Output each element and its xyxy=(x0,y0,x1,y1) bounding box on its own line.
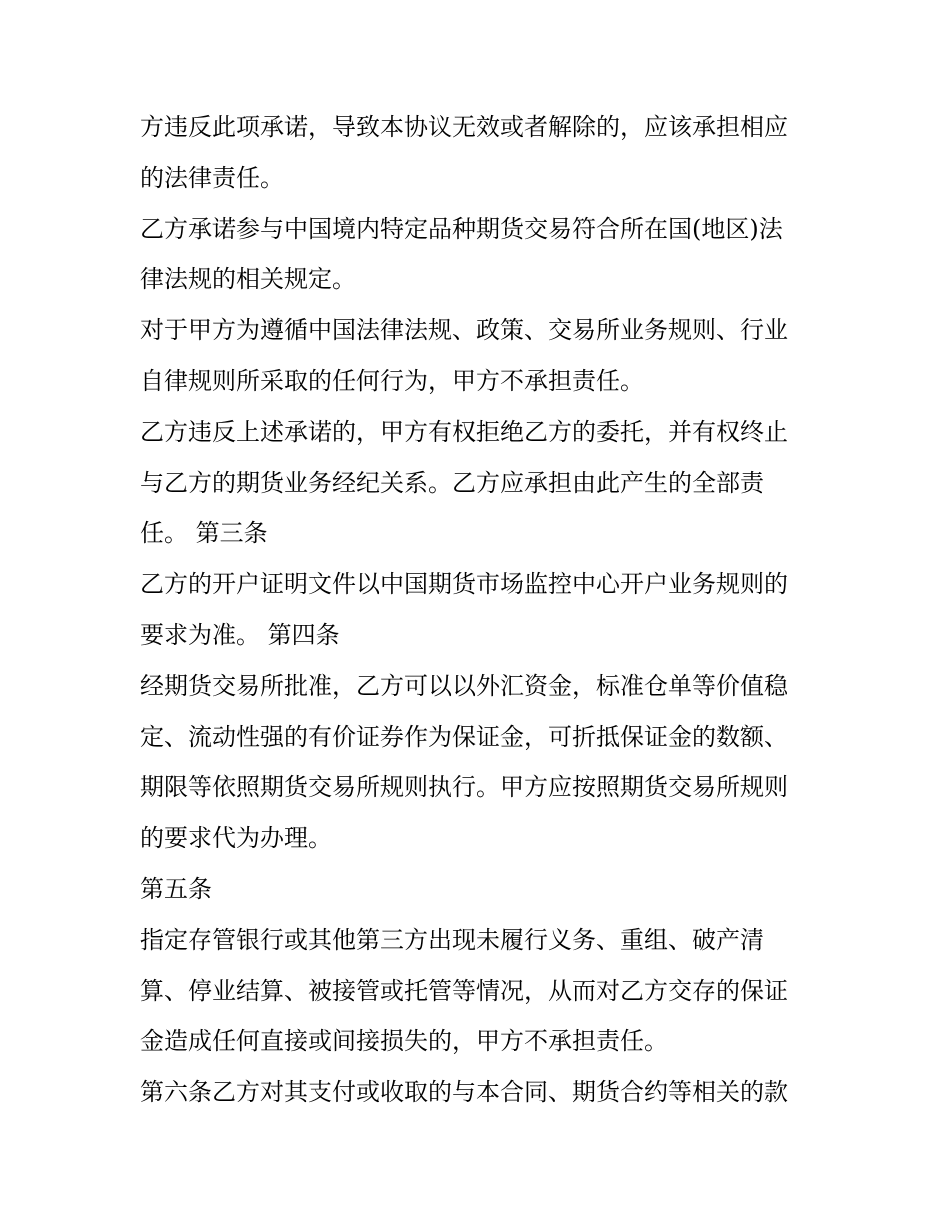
text-line: 方违反此项承诺，导致本协议无效或者解除的，应该承担相应 xyxy=(140,113,788,141)
text-line: 乙方的开户证明文件以中国期货市场监控中心开户业务规则的 xyxy=(140,570,788,599)
text-line: 指定存管银行或其他第三方出现未履行义务、重组、破产清 xyxy=(140,925,764,954)
text-line: 期限等依照期货交易所规则执行。甲方应按照期货交易所规则 xyxy=(140,773,788,802)
text-line: 要求为准。 第四条 xyxy=(140,620,340,649)
text-line: 定、流动性强的有价证券作为保证金，可折抵保证金的数额、 xyxy=(140,722,788,751)
section-heading xyxy=(140,864,830,915)
text-line: 金造成任何直接或间接损失的，甲方不承担责任。 xyxy=(140,1027,668,1056)
paragraph xyxy=(140,1067,830,1118)
paragraph xyxy=(140,915,830,1067)
paragraph xyxy=(140,102,830,204)
text-line: 第六条乙方对其支付或收取的与本合同、期货合约等相关的款 xyxy=(140,1078,788,1107)
text-line: 乙方承诺参与中国境内特定品种期货交易符合所在国(地区)法 xyxy=(140,214,783,243)
text-line: 第五条 xyxy=(140,874,212,903)
text-line: 律法规的相关规定。 xyxy=(140,265,356,294)
text-line: 的要求代为办理。 xyxy=(140,824,332,853)
text-line: 对于甲方为遵循中国法律法规、政策、交易所业务规则、行业 xyxy=(140,316,788,345)
paragraph xyxy=(140,559,830,661)
paragraph xyxy=(140,305,830,407)
document-body xyxy=(140,102,830,1118)
text-line: 任。 第三条 xyxy=(140,519,268,548)
text-line: 乙方违反上述承诺的，甲方有权拒绝乙方的委托，并有权终止 xyxy=(140,417,788,446)
paragraph xyxy=(140,204,830,306)
text-line: 算、停业结算、被接管或托管等情况，从而对乙方交存的保证 xyxy=(140,976,788,1005)
text-line: 的法律责任。 xyxy=(140,163,284,192)
text-line: 与乙方的期货业务经纪关系。乙方应承担由此产生的全部责 xyxy=(140,468,764,497)
paragraph xyxy=(140,661,830,864)
paragraph xyxy=(140,407,830,559)
text-line: 自律规则所采取的任何行为，甲方不承担责任。 xyxy=(140,366,644,395)
text-line: 经期货交易所批准，乙方可以以外汇资金，标准仓单等价值稳 xyxy=(140,671,788,700)
